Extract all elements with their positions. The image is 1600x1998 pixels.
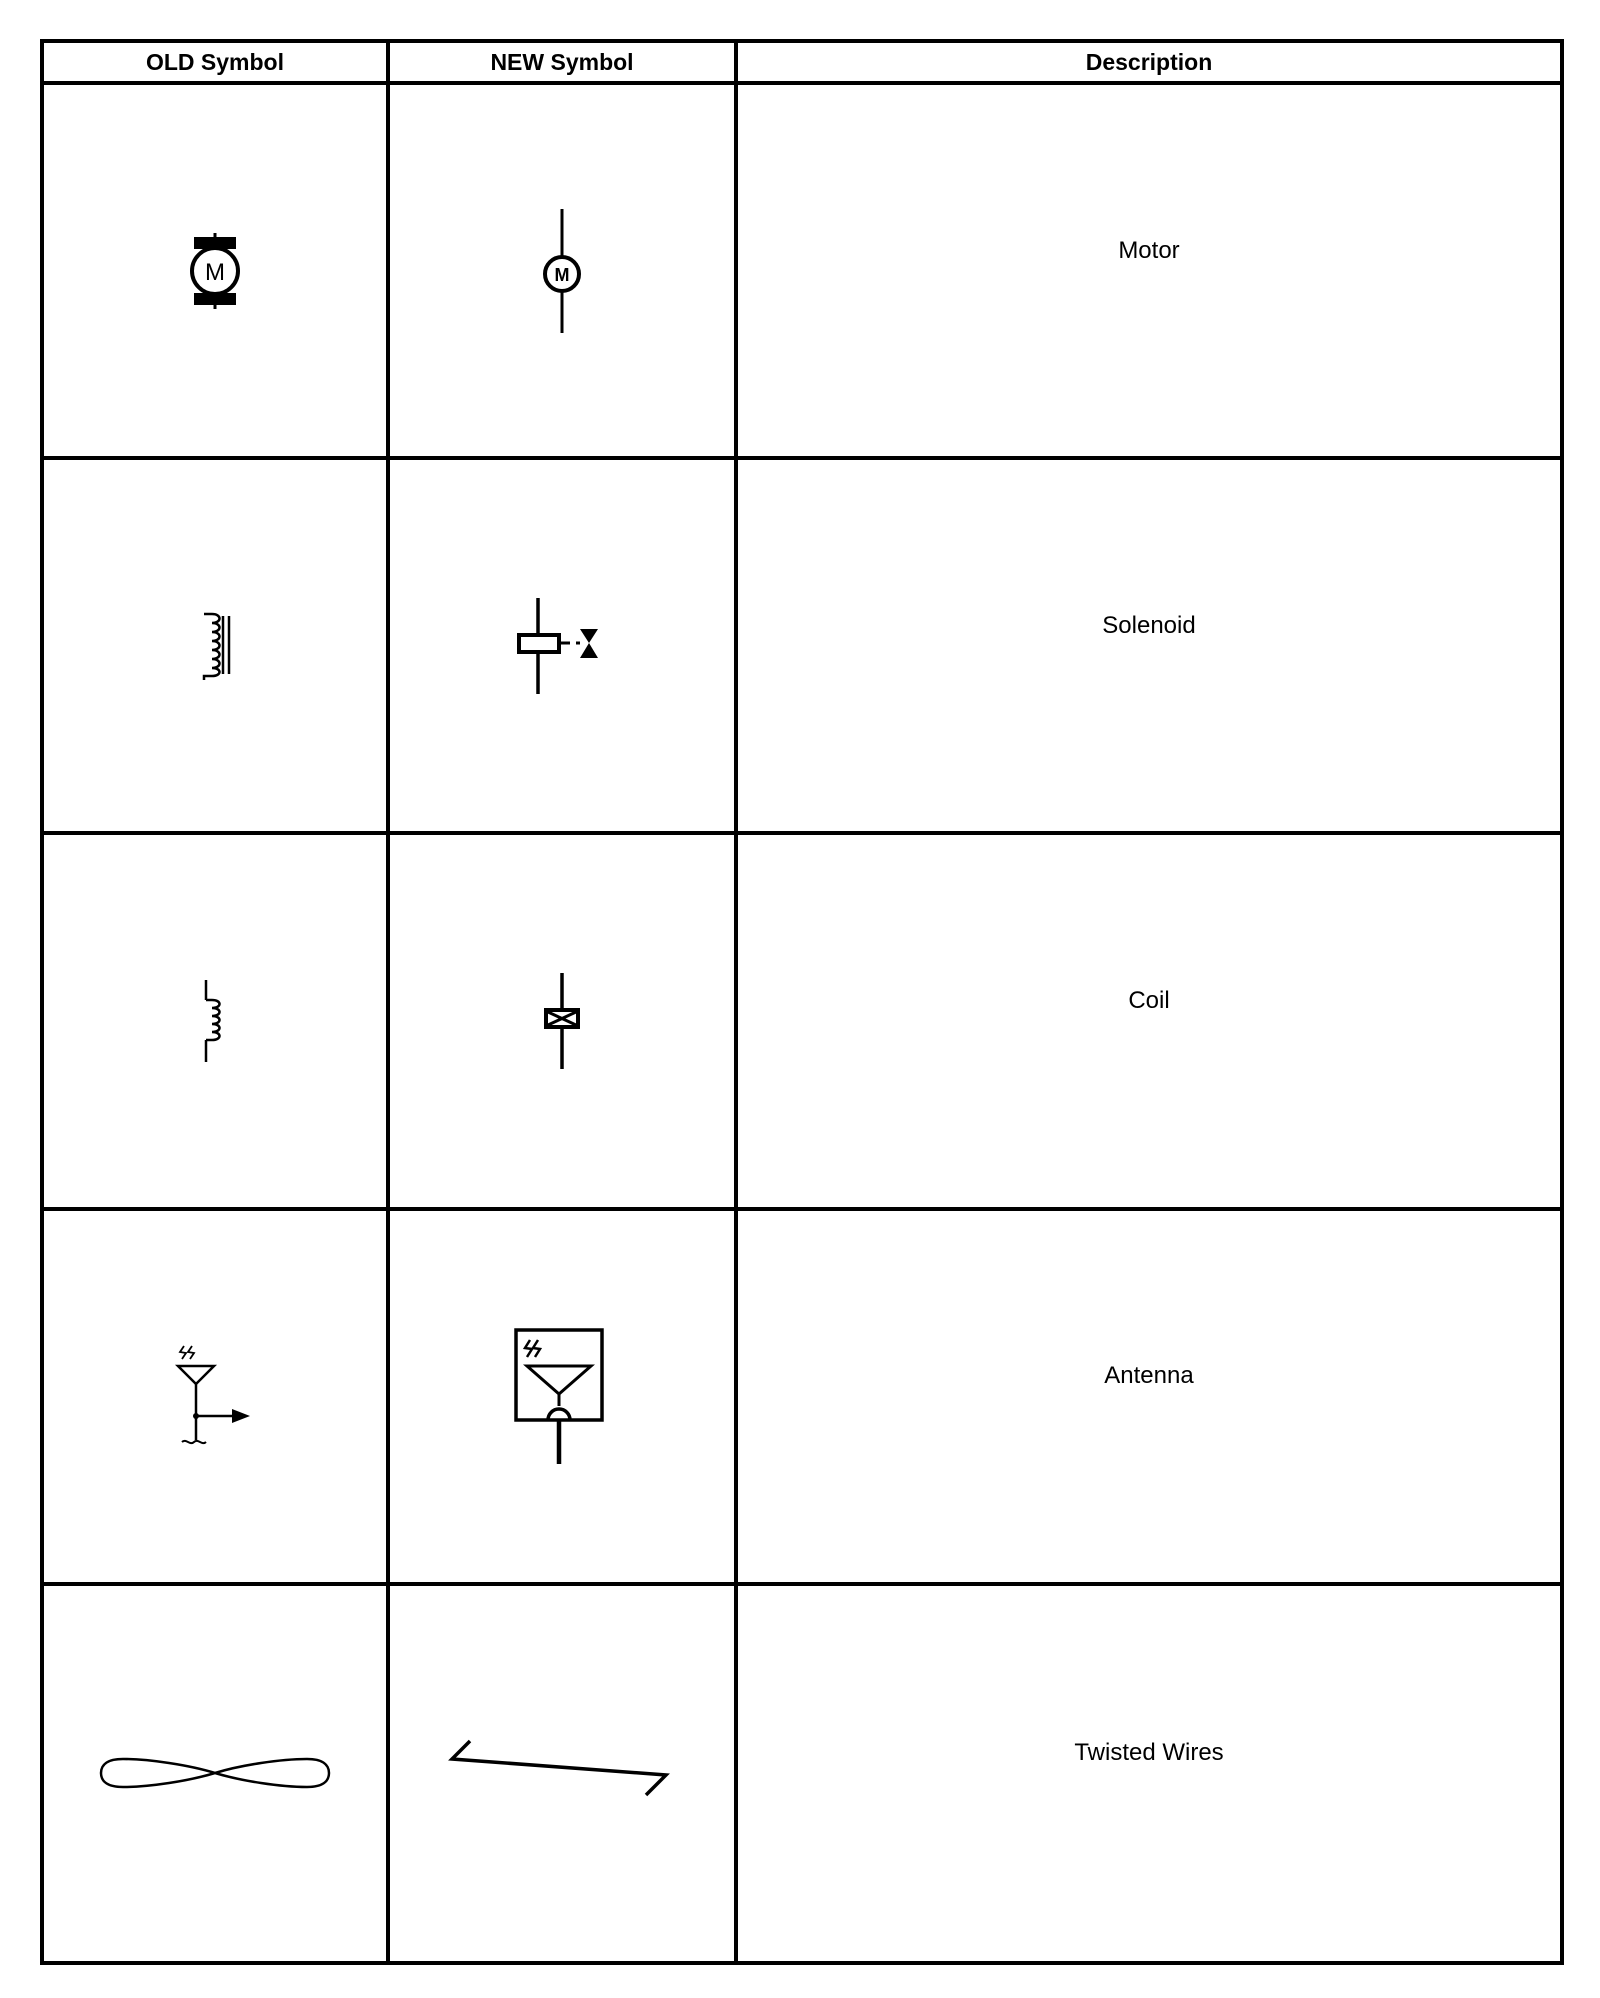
solenoid-old-cell	[44, 460, 390, 835]
motor-new-cell	[390, 85, 738, 460]
antenna-description: Antenna	[1104, 1362, 1194, 1390]
solenoid-description-cell	[738, 460, 1560, 835]
antenna-new-icon	[512, 1326, 612, 1466]
twisted-wires-old-cell	[44, 1586, 390, 1961]
twisted-wires-old-icon	[99, 1743, 331, 1803]
header-new-symbol: NEW Symbol	[390, 43, 738, 85]
antenna-old-cell	[44, 1211, 390, 1586]
motor-description: Motor	[1118, 236, 1180, 264]
solenoid-new-cell	[390, 460, 738, 835]
antenna-old-icon	[176, 1344, 254, 1448]
motor-new-letter: M	[554, 264, 570, 285]
twisted-wires-description: Twisted Wires	[1074, 1739, 1224, 1767]
coil-description-cell	[738, 835, 1560, 1210]
coil-new-cell	[390, 835, 738, 1210]
coil-old-icon	[202, 980, 228, 1062]
motor-description-cell	[738, 85, 1560, 460]
twisted-wires-description-cell	[738, 1586, 1560, 1961]
twisted-wires-new-icon	[446, 1737, 678, 1809]
header-description: Description	[738, 43, 1560, 85]
motor-old-cell	[44, 85, 390, 460]
coil-description: Coil	[1128, 986, 1170, 1014]
antenna-description-cell	[738, 1211, 1560, 1586]
coil-old-cell	[44, 835, 390, 1210]
motor-old-icon	[180, 231, 250, 311]
motor-old-letter: M	[205, 258, 225, 286]
coil-new-icon	[542, 973, 582, 1069]
solenoid-old-icon	[198, 610, 232, 682]
motor-new-icon	[537, 209, 587, 333]
twisted-wires-new-cell	[390, 1586, 738, 1961]
solenoid-new-icon	[514, 598, 610, 694]
solenoid-description: Solenoid	[1102, 611, 1196, 639]
antenna-new-cell	[390, 1211, 738, 1586]
symbol-table	[40, 39, 1564, 1965]
header-old-symbol: OLD Symbol	[44, 43, 390, 85]
